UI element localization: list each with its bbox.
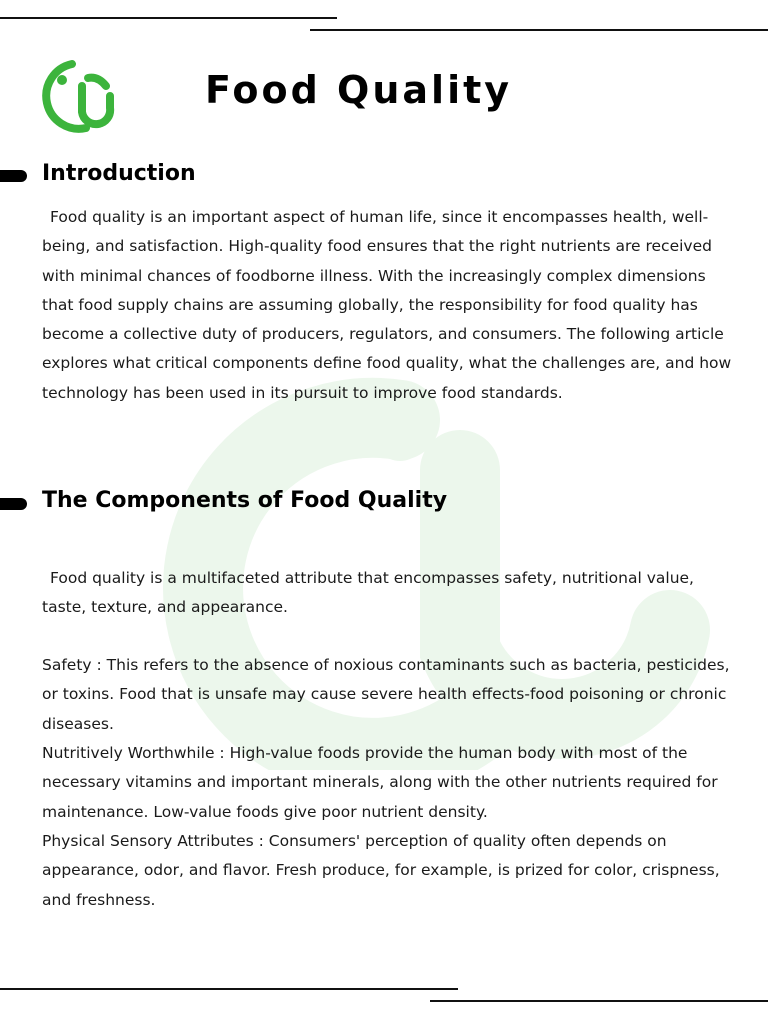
top-rule-right — [310, 29, 768, 31]
bottom-rule-left — [0, 988, 458, 990]
section-heading-introduction: Introduction — [42, 161, 196, 186]
safety-paragraph: Safety : This refers to the absence of noxious contaminants such as bacteria, pesticides, or toxins. Food that is unsafe may cause severe health effects-food poisoning or chronic diseases. — [42, 656, 730, 733]
gb-leaf-logo-icon — [32, 56, 120, 136]
section-marker — [0, 170, 27, 182]
section-marker — [0, 498, 27, 510]
section-heading-components: The Components of Food Quality — [42, 488, 448, 513]
top-rule-left — [0, 17, 337, 19]
bottom-rule-right — [430, 1000, 768, 1002]
nutrition-paragraph: Nutritively Worthwhile : High-value foods provide the human body with most of the necessary vitamins and important minerals, along with the other nutrients required for maintenance. Low-value foods give poor nutrient density. — [42, 744, 718, 821]
intro-paragraph: Food quality is an important aspect of human life, since it encompasses health, well-being, and satisfaction. High-quality food ensures that the right nutrients are received with minimal chances of foodborne illness. With the increasingly complex dimensions that food supply chains are assuming globally, the responsibility for food quality has become a collective duty of producers, regulators, and consumers. The following article explores what critical components define food quality, what the challenges are, and how technology has been used in its pursuit to improve food standards. — [42, 208, 732, 402]
page-title: Food Quality — [205, 68, 513, 112]
components-intro-paragraph: Food quality is a multifaceted attribute that encompasses safety, nutritional value, taste, texture, and appearance. — [42, 569, 694, 617]
sensory-paragraph: Physical Sensory Attributes : Consumers' perception of quality often depends on appearance, odor, and flavor. Fresh produce, for example, is prized for color, crispness, and freshness. — [42, 832, 720, 909]
